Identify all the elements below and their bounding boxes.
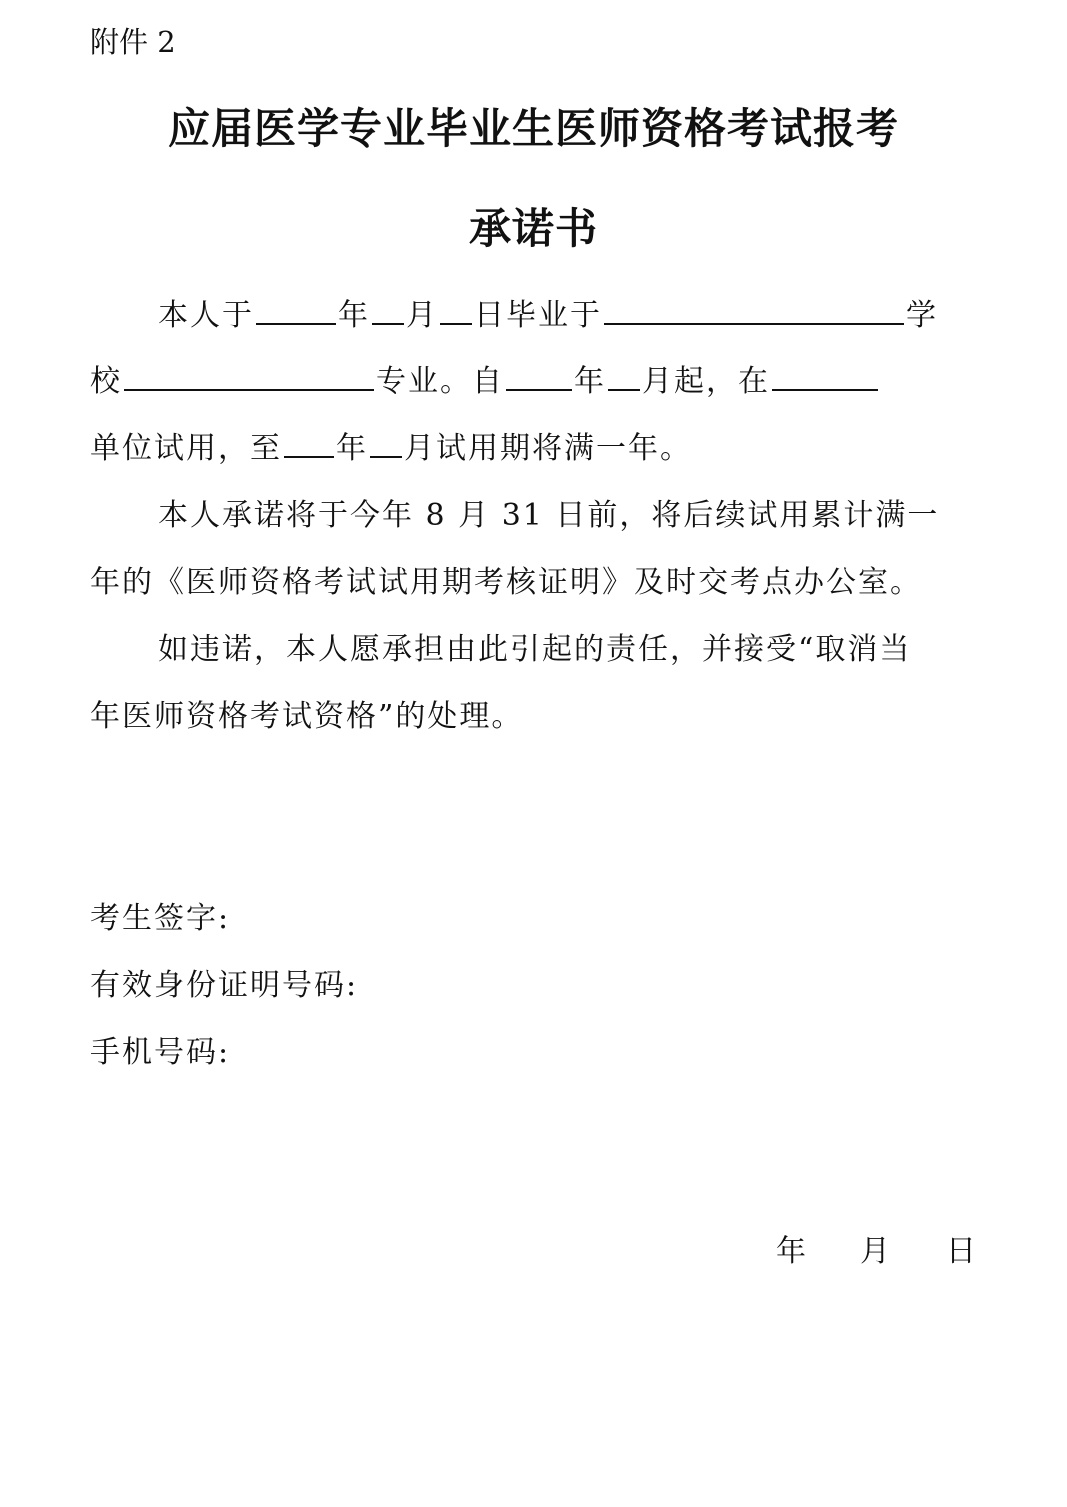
major-blank[interactable] (124, 363, 374, 391)
text: 年 (574, 364, 606, 399)
date-year: 年 (776, 1234, 806, 1269)
candidate-signature-label: 考生签字: (90, 901, 231, 936)
trial-start-year-blank[interactable] (506, 363, 572, 391)
paragraph1-line3 (90, 423, 692, 467)
text: 校 (90, 364, 122, 399)
text: 学 (906, 298, 938, 333)
graduation-year-blank[interactable] (256, 297, 336, 325)
text: 年 (338, 298, 370, 333)
text: 月试用期将满一年。 (404, 431, 692, 466)
phone-number-label: 手机号码: (90, 1035, 231, 1070)
paragraph1-line1 (158, 290, 938, 334)
paragraph1-line2 (90, 356, 880, 400)
text: 专业。自 (376, 364, 504, 399)
paragraph2-line2: 年的《医师资格考试试用期考核证明》及时交考点办公室。 (90, 565, 922, 600)
graduation-month-blank[interactable] (372, 297, 404, 325)
text: 日毕业于 (474, 298, 602, 333)
graduation-day-blank[interactable] (440, 297, 472, 325)
text: 本人于 (158, 298, 254, 333)
trial-end-year-blank[interactable] (284, 430, 334, 458)
attachment-label: 附件 2 (90, 25, 176, 59)
text: 年 (336, 431, 368, 466)
text: 月 (406, 298, 438, 333)
paragraph2-line1: 本人承诺将于今年 8 月 31 日前，将后续试用累计满一 (158, 498, 940, 533)
paragraph3-line1: 如违诺，本人愿承担由此引起的责任，并接受“取消当 (158, 632, 912, 667)
document-title-line1: 应届医学专业毕业生医师资格考试报考 (167, 104, 899, 153)
trial-unit-blank[interactable] (772, 363, 878, 391)
paragraph3-line2: 年医师资格考试资格”的处理。 (90, 699, 524, 734)
date-month: 月 (860, 1234, 890, 1269)
trial-start-month-blank[interactable] (608, 363, 640, 391)
document-title-line2: 承诺书 (468, 204, 598, 253)
trial-end-month-blank[interactable] (370, 430, 402, 458)
school-name-blank[interactable] (604, 297, 904, 325)
id-number-label: 有效身份证明号码: (90, 968, 359, 1003)
text: 月起，在 (642, 364, 770, 399)
date-day: 日 (946, 1234, 976, 1269)
text: 单位试用，至 (90, 431, 282, 466)
